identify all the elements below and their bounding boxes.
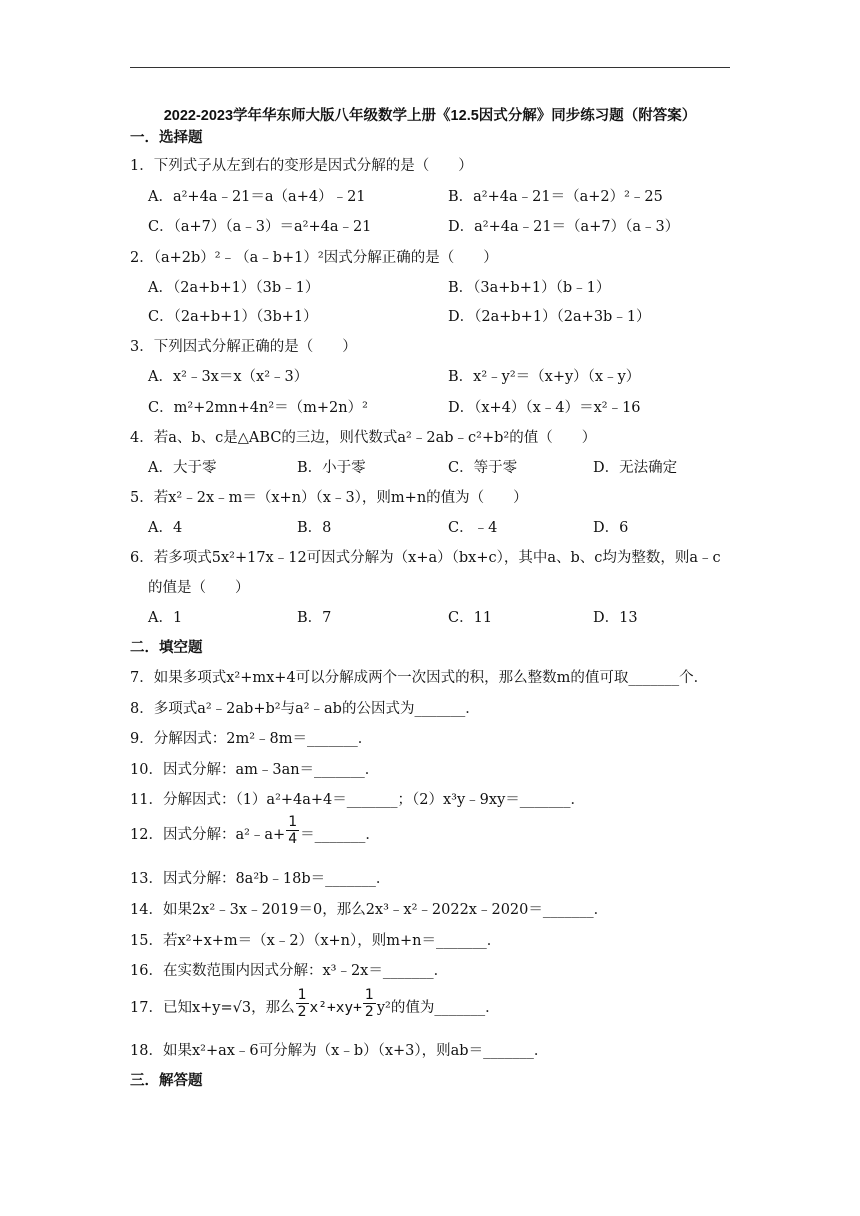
question-6: 6．若多项式5x²+17x﹣12可因式分解为（x+a）（bx+c），其中a、b、c均为整数，则a﹣c [130,550,721,566]
question-1: 1．下列式子从左到右的变形是因式分解的是（ ） [130,158,473,174]
question-8: 8．多项式a²﹣2ab+b²与a²﹣ab的公因式为_______． [130,701,480,717]
header-rule [130,67,730,68]
option-3a: A．x²﹣3x＝x（x²﹣3） [148,369,309,385]
option-3c: C．m²+2mn+4n²＝（m+2n）² [148,400,368,416]
question-10: 10．因式分解：am﹣3an＝_______． [130,762,380,778]
option-6d: D．13 [593,610,638,626]
option-3b: B．x²﹣y²＝（x+y）（x﹣y） [448,369,641,385]
option-4a: A．大于零 [148,460,217,476]
fraction-numerator: 1 [297,986,307,1003]
fraction-one-half-a [296,987,309,1020]
option-6b: B．7 [297,610,332,626]
fraction-numerator: 1 [288,813,298,830]
fraction-denominator: 4 [288,830,298,847]
question-17 [130,986,500,1020]
question-7: 7．如果多项式x²+mx+4可以分解成两个一次因式的积，那么整数m的值可取_______个． [130,670,709,686]
question-5: 5．若x²﹣2x﹣m＝（x+n）（x﹣3），则m+n的值为（ ） [130,490,528,506]
fraction-one-quarter [286,814,299,847]
question-3: 3．下列因式分解正确的是（ ） [130,339,357,355]
option-3d: D．（x+4）（x﹣4）＝x²﹣16 [448,400,641,416]
question-15: 15．若x²+x+m＝（x﹣2）（x+n），则m+n＝_______． [130,933,502,949]
option-1a: A．a²+4a﹣21＝a（a+4）﹣21 [148,189,366,205]
option-4d: D．无法确定 [593,460,678,476]
option-5b: B．8 [297,520,332,536]
question-11: 11．分解因式：（1）a²+4a+4＝_______；（2）x³y﹣9xy＝_______． [130,792,586,808]
question-9: 9．分解因式：2m²﹣8m＝_______． [130,731,373,747]
option-2a: A．（2a+b+1）（3b﹣1） [148,280,320,296]
question-17-text: 17．已知x+y=√3，那么 [130,1000,295,1016]
option-1d: D．a²+4a﹣21＝（a+7）（a﹣3） [448,219,680,235]
option-5a: A．4 [148,520,183,536]
question-4: 4．若a、b、c是△ABC的三边，则代数式a²﹣2ab﹣c²+b²的值（ ） [130,430,597,446]
fraction-numerator: 1 [364,986,374,1003]
question-13: 13．因式分解：8a²b﹣18b＝_______． [130,871,391,887]
section-heading-fill: 二．填空题 [130,640,203,656]
option-6a: A．1 [148,610,183,626]
section-heading-solve: 三．解答题 [130,1073,203,1089]
document-title: 2022-2023学年华东师大版八年级数学上册《12.5因式分解》同步练习题（附答案） [163,108,697,124]
question-17-mid: x²+xy+ [309,1000,362,1016]
option-5d: D．6 [593,520,629,536]
question-18: 18．如果x²+ax﹣6可分解为（x﹣b）（x+3），则ab＝_______． [130,1043,549,1059]
question-14: 14．如果2x²﹣3x﹣2019＝0，那么2x³﹣x²﹣2022x﹣2020＝_______． [130,902,609,918]
question-16: 16．在实数范围内因式分解：x³﹣2x＝_______． [130,963,449,979]
question-12-text: 12．因式分解：a²﹣a+ [130,827,286,843]
option-4b: B．小于零 [297,460,366,476]
question-12 [130,813,380,847]
option-2b: B．（3a+b+1）（b﹣1） [448,280,611,296]
option-2c: C．（2a+b+1）（3b+1） [148,309,318,325]
question-17-tail: y²的值为_______． [376,1000,500,1016]
option-1b: B．a²+4a﹣21＝（a+2）²﹣25 [448,189,663,205]
option-6c: C．11 [448,610,493,626]
question-6-continued: 的值是（ ） [148,580,250,596]
fraction-denominator: 2 [297,1003,307,1020]
fraction-denominator: 2 [364,1003,374,1020]
option-4c: C．等于零 [448,460,518,476]
section-heading-choice: 一．选择题 [130,130,203,146]
option-2d: D．（2a+b+1）（2a+3b﹣1） [448,309,651,325]
question-12-tail: ＝_______． [300,827,380,843]
question-2: 2．（a+2b）²﹣（a﹣b+1）²因式分解正确的是（ ） [130,250,498,266]
fraction-one-half-b [363,987,376,1020]
option-1c: C．（a+7）（a﹣3）＝a²+4a﹣21 [148,219,372,235]
option-5c: C．﹣4 [448,520,498,536]
